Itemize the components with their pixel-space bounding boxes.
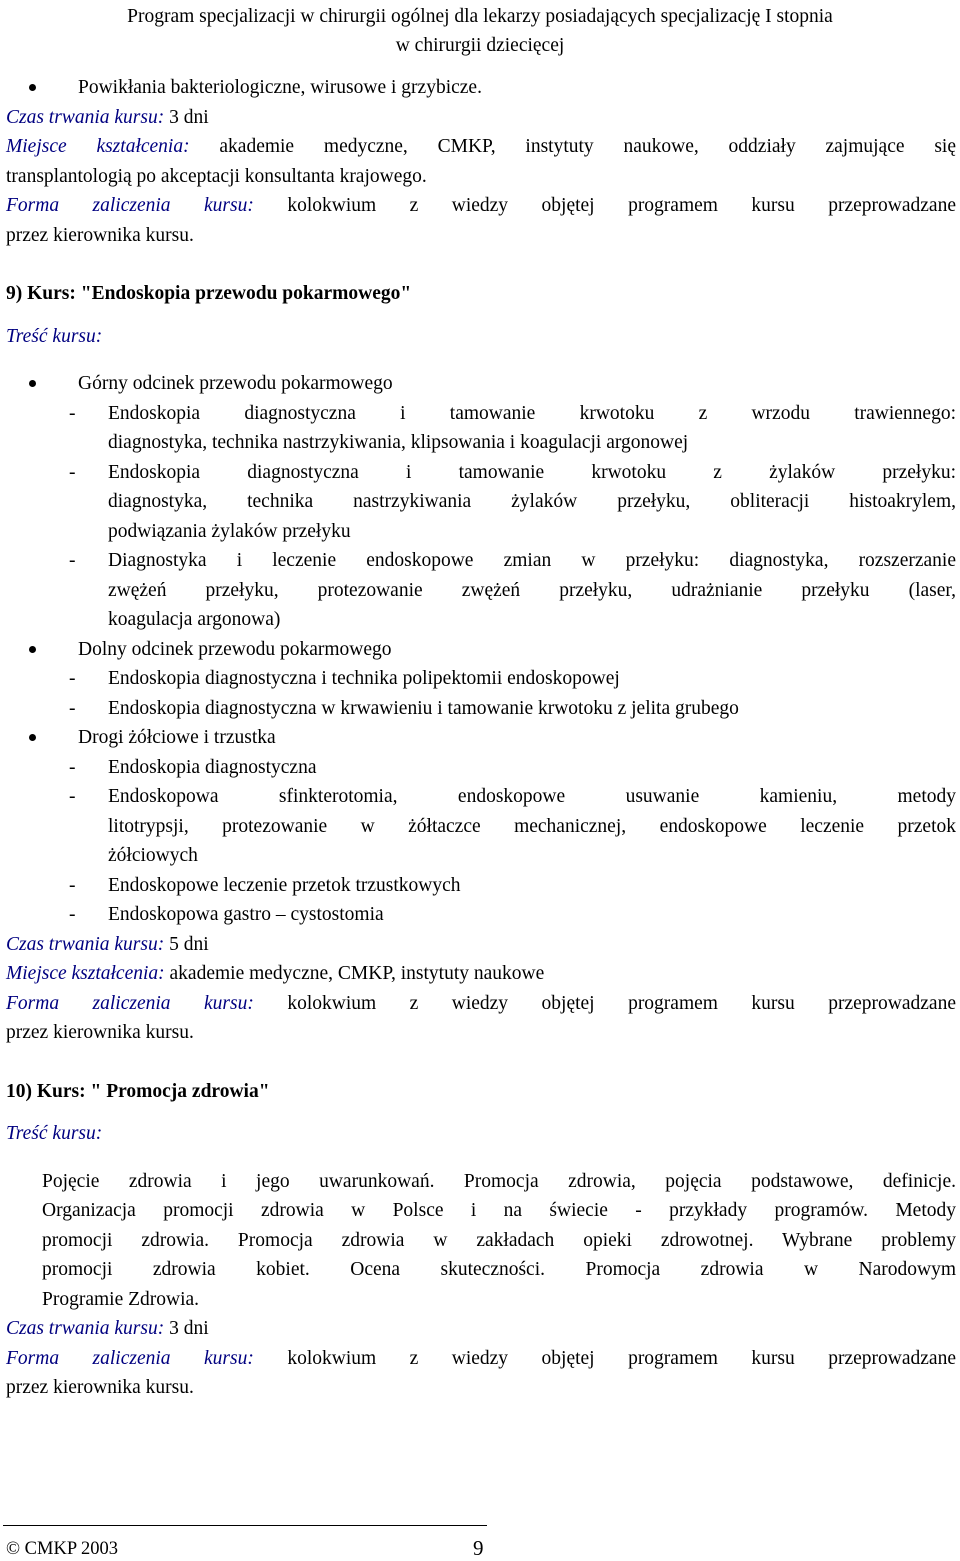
page-number: 9 bbox=[473, 1536, 484, 1560]
sub-list-item: - Endoskopowa sfinkterotomia, endoskopowe usuwanie kamieniu, metody bbox=[69, 786, 956, 807]
bullet-icon bbox=[29, 734, 36, 741]
duration-line bbox=[6, 1314, 956, 1344]
duration-line bbox=[6, 930, 956, 960]
form-line bbox=[6, 191, 956, 221]
sub-list-item-cont: podwiązania żylaków przełyku bbox=[108, 520, 351, 542]
form-label: Forma zaliczenia kursu: bbox=[6, 992, 254, 1014]
sub-list-item: - Endoskopia diagnostyczna w krwawieniu i tamowanie krwotoku z jelita grubego bbox=[69, 697, 739, 719]
form-label: Forma zaliczenia kursu: bbox=[6, 1347, 254, 1369]
form-line bbox=[6, 989, 956, 1019]
bullet-icon bbox=[29, 646, 36, 653]
paragraph-line: promocji zdrowia. Promocja zdrowia w zakładach opieki zdrowotnej. Wybrane problemy bbox=[42, 1229, 956, 1251]
paragraph-line: Pojęcie zdrowia i jego uwarunkowań. Promocja zdrowia, pojęcia podstawowe, definicje. bbox=[42, 1170, 956, 1192]
form-value: kolokwium z wiedzy objętej programem kursu przeprowadzane bbox=[253, 195, 956, 216]
footer-copyright: © CMKP 2003 bbox=[6, 1539, 119, 1559]
place-line-cont: transplantologią po akceptacji konsultanta krajowego. bbox=[6, 165, 427, 187]
form-value: kolokwium z wiedzy objętej programem kursu przeprowadzane bbox=[253, 992, 956, 1014]
form-line bbox=[6, 1344, 956, 1374]
list-item-text: Dolny odcinek przewodu pokarmowego bbox=[78, 638, 392, 660]
sub-list-item: - Endoskopia diagnostyczna i tamowanie krwotoku z żylaków przełyku: bbox=[69, 461, 956, 483]
paragraph-line: Organizacja promocji zdrowia w Polsce i na świecie - przykłady programów. Metody bbox=[42, 1200, 956, 1221]
form-line-cont: przez kierownika kursu. bbox=[6, 1377, 194, 1398]
sub-list-item-cont: koagulacja argonowa) bbox=[108, 609, 281, 630]
page-content bbox=[6, 73, 956, 1403]
place-line bbox=[6, 132, 956, 162]
duration-value: 5 dni bbox=[164, 933, 209, 955]
sub-list-item: - Endoskopowe leczenie przetok trzustkowych bbox=[69, 874, 461, 896]
place-label: Miejsce kształcenia: bbox=[6, 963, 165, 984]
paragraph-line: Programie Zdrowia. bbox=[42, 1288, 200, 1310]
paragraph-line: promocji zdrowia kobiet. Ocena skuteczności. Promocja zdrowia w Narodowym bbox=[42, 1259, 956, 1280]
form-value: kolokwium z wiedzy objętej programem kursu przeprowadzane bbox=[253, 1347, 956, 1369]
list-item-text: Powikłania bakteriologiczne, wirusowe i grzybicze. bbox=[78, 77, 482, 98]
header-line-1: Program specjalizacji w chirurgii ogólnej dla lekarzy posiadających specjalizację I stopnia bbox=[127, 6, 833, 27]
duration-label: Czas trwania kursu: bbox=[6, 933, 165, 955]
list-item-text: Górny odcinek przewodu pokarmowego bbox=[78, 373, 393, 394]
duration-label: Czas trwania kursu: bbox=[6, 1318, 165, 1339]
duration-label: Czas trwania kursu: bbox=[6, 106, 165, 128]
sub-list-item-cont: diagnostyka, technika nastrzykiwania, klipsowania i koagulacji argonowej bbox=[108, 432, 689, 453]
sub-list-item: - Endoskopia diagnostyczna bbox=[69, 756, 317, 778]
sub-list-item: - Endoskopia diagnostyczna i technika polipektomii endoskopowej bbox=[69, 668, 620, 689]
sub-list-item-cont: litotrypsji, protezowanie w żółtaczce mechanicznej, endoskopowe leczenie przetok bbox=[108, 815, 956, 837]
page-header bbox=[0, 2, 960, 60]
form-line-cont: przez kierownika kursu. bbox=[6, 224, 194, 246]
place-line bbox=[6, 959, 956, 989]
form-line-cont: przez kierownika kursu. bbox=[6, 1022, 194, 1043]
sub-list-item: - Endoskopowa gastro – cystostomia bbox=[69, 904, 384, 925]
list-item bbox=[6, 723, 956, 753]
place-value: akademie medyczne, CMKP, instytuty naukowe bbox=[164, 963, 545, 984]
course-9-content-label: Treść kursu: bbox=[6, 325, 103, 347]
header-line-2: w chirurgii dziecięcej bbox=[395, 35, 565, 56]
sub-list-item-cont: żółciowych bbox=[108, 845, 198, 866]
sub-list-item-cont: diagnostyka, technika nastrzykiwania żylaków przełyku, obliteracji histoakrylem, bbox=[108, 491, 956, 512]
duration-value: 3 dni bbox=[164, 106, 209, 128]
list-item bbox=[6, 73, 956, 103]
list-item bbox=[6, 635, 956, 665]
list-item-text: Drogi żółciowe i trzustka bbox=[78, 727, 276, 748]
bullet-icon bbox=[29, 84, 36, 91]
list-item bbox=[6, 369, 956, 399]
duration-line bbox=[6, 103, 956, 133]
place-label: Miejsce kształcenia: bbox=[6, 136, 190, 157]
place-value: akademie medyczne, CMKP, instytuty naukowe, oddziały zajmujące się bbox=[189, 136, 956, 157]
bullet-icon bbox=[29, 380, 36, 387]
sub-list-item: - Endoskopia diagnostyczna i tamowanie krwotoku z wrzodu trawiennego: bbox=[69, 402, 956, 424]
course-9-title: 9) Kurs: "Endoskopia przewodu pokarmowego" bbox=[6, 283, 412, 304]
course-10-content-label: Treść kursu: bbox=[6, 1123, 103, 1144]
sub-list-item: - Diagnostyka i leczenie endoskopowe zmian w przełyku: diagnostyka, rozszerzanie bbox=[69, 550, 956, 571]
form-label: Forma zaliczenia kursu: bbox=[6, 195, 254, 216]
sub-list-item-cont: zwężeń przełyku, protezowanie zwężeń przełyku, udrażnianie przełyku (laser, bbox=[108, 579, 956, 601]
course-10-title: 10) Kurs: " Promocja zdrowia" bbox=[6, 1080, 270, 1102]
duration-value: 3 dni bbox=[164, 1318, 209, 1339]
footer-divider bbox=[3, 1525, 487, 1526]
